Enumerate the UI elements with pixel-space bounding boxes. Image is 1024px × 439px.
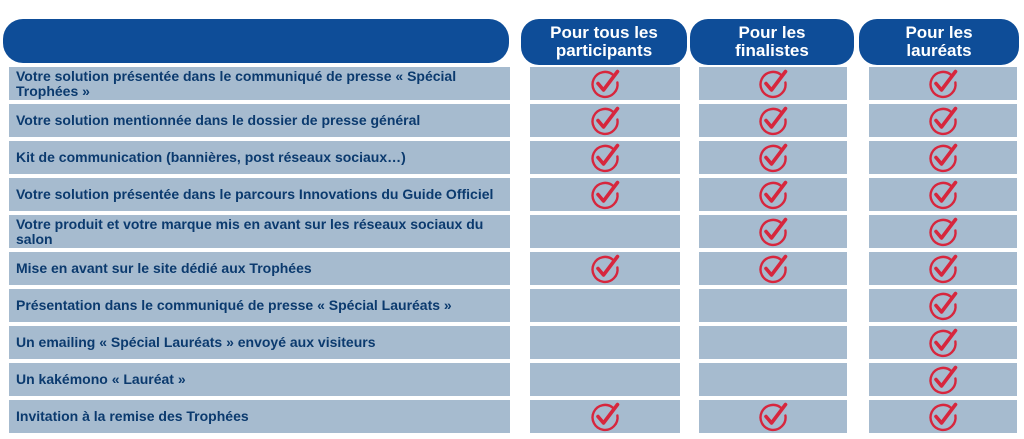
cell-finalistes-1 xyxy=(699,67,847,100)
cell-laureats-10 xyxy=(869,400,1017,433)
check-circle-icon xyxy=(589,68,621,100)
header-col-finalistes-label: Pour les finalistes xyxy=(735,23,809,60)
check-circle-icon xyxy=(927,253,959,285)
row-label-7 xyxy=(9,289,510,322)
cell-laureats-6 xyxy=(869,252,1017,285)
cell-participants-9 xyxy=(530,363,680,396)
row-label-text: Mise en avant sur le site dédié aux Trophées xyxy=(16,260,312,276)
check-circle-icon xyxy=(927,68,959,100)
check-circle-icon xyxy=(927,142,959,174)
check-circle-icon xyxy=(589,179,621,211)
cell-participants-3 xyxy=(530,141,680,174)
cell-finalistes-3 xyxy=(699,141,847,174)
row-label-6 xyxy=(9,252,510,285)
row-label-text: Kit de communication (bannières, post réseaux sociaux…) xyxy=(16,149,406,165)
cell-finalistes-9 xyxy=(699,363,847,396)
cell-laureats-4 xyxy=(869,178,1017,211)
row-label-9 xyxy=(9,363,510,396)
row-label-text: Votre produit et votre marque mis en avant sur les réseaux sociaux du salon xyxy=(16,215,484,247)
check-circle-icon xyxy=(927,179,959,211)
cell-laureats-3 xyxy=(869,141,1017,174)
header-col-participants-label: Pour tous les participants xyxy=(550,23,658,60)
check-circle-icon xyxy=(757,253,789,285)
cell-participants-10 xyxy=(530,400,680,433)
row-label-text: Un kakémono « Lauréat » xyxy=(16,371,186,387)
row-label-10 xyxy=(9,400,510,433)
row-label-1 xyxy=(9,67,510,100)
check-circle-icon xyxy=(927,105,959,137)
cell-finalistes-10 xyxy=(699,400,847,433)
row-label-2 xyxy=(9,104,510,137)
cell-participants-6 xyxy=(530,252,680,285)
cell-participants-2 xyxy=(530,104,680,137)
cell-finalistes-4 xyxy=(699,178,847,211)
row-label-5 xyxy=(9,215,510,248)
row-label-text: Un emailing « Spécial Lauréats » envoyé aux visiteurs xyxy=(16,334,376,350)
check-circle-icon xyxy=(927,327,959,359)
cell-finalistes-8 xyxy=(699,326,847,359)
header-col-laureats-label: Pour les lauréats xyxy=(905,23,973,60)
cell-laureats-5 xyxy=(869,215,1017,248)
check-circle-icon xyxy=(757,105,789,137)
row-label-text: Votre solution mentionnée dans le dossier de presse général xyxy=(16,112,421,128)
check-circle-icon xyxy=(589,142,621,174)
cell-laureats-8 xyxy=(869,326,1017,359)
row-label-3 xyxy=(9,141,510,174)
check-circle-icon xyxy=(927,401,959,433)
cell-participants-1 xyxy=(530,67,680,100)
check-circle-icon xyxy=(927,364,959,396)
cell-participants-7 xyxy=(530,289,680,322)
cell-finalistes-5 xyxy=(699,215,847,248)
row-label-text: Invitation à la remise des Trophées xyxy=(16,408,249,424)
cell-participants-4 xyxy=(530,178,680,211)
check-circle-icon xyxy=(757,68,789,100)
table-header-bar xyxy=(3,19,509,63)
row-label-4 xyxy=(9,178,510,211)
cell-laureats-9 xyxy=(869,363,1017,396)
header-col-participants xyxy=(521,19,687,65)
cell-finalistes-7 xyxy=(699,289,847,322)
check-circle-icon xyxy=(757,142,789,174)
row-label-text: Votre solution présentée dans le parcours Innovations du Guide Officiel xyxy=(16,186,494,202)
cell-laureats-1 xyxy=(869,67,1017,100)
check-circle-icon xyxy=(589,253,621,285)
check-circle-icon xyxy=(757,401,789,433)
header-col-laureats xyxy=(859,19,1019,65)
check-circle-icon xyxy=(757,179,789,211)
cell-finalistes-2 xyxy=(699,104,847,137)
check-circle-icon xyxy=(927,290,959,322)
cell-participants-8 xyxy=(530,326,680,359)
check-circle-icon xyxy=(589,105,621,137)
cell-laureats-2 xyxy=(869,104,1017,137)
check-circle-icon xyxy=(757,216,789,248)
check-circle-icon xyxy=(589,401,621,433)
cell-laureats-7 xyxy=(869,289,1017,322)
row-label-text: Votre solution présentée dans le communiqué de presse « Spécial Trophées » xyxy=(16,67,457,99)
row-label-text: Présentation dans le communiqué de presse « Spécial Lauréats » xyxy=(16,297,452,313)
cell-finalistes-6 xyxy=(699,252,847,285)
header-col-finalistes xyxy=(690,19,854,65)
row-label-8 xyxy=(9,326,510,359)
check-circle-icon xyxy=(927,216,959,248)
cell-participants-5 xyxy=(530,215,680,248)
